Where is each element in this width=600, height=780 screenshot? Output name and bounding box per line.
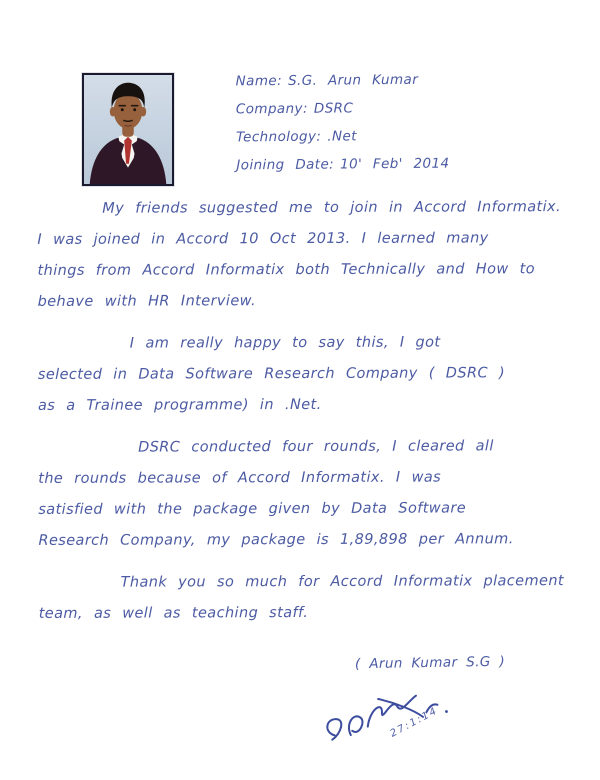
letter-line: Research Company, my package is 1,89,898 per Annum. [38,531,514,549]
field-name-label: Name: [235,72,283,90]
letter-line: DSRC conducted four rounds, I cleared all [138,438,494,456]
header-fields [236,65,557,180]
letter-line: I am really happy to say this, I got [129,334,441,352]
letter-line: My friends suggested me to join in Accord Informatix. [102,199,562,217]
letter-body [37,192,569,630]
signature-block [300,653,560,740]
letter-line: the rounds because of Accord Informatix. I was [38,469,442,487]
field-company-label: Company: [235,100,308,118]
field-name-value: S.G. Arun Kumar [287,71,419,89]
letter-line: Thank you so much for Accord Informatix placement [120,573,565,591]
letter-line: I was joined in Accord 10 Oct 2013. I learned many [37,230,489,248]
signature-date: 27:1:14 [388,705,441,740]
field-joining-date-label: Joining Date: [236,156,335,174]
field-joining-date [236,149,556,180]
letter-line: behave with HR Interview. [37,293,257,310]
signature-scribble [314,667,472,757]
field-name [236,65,556,96]
letter-paragraph [38,327,568,422]
signatory-name: ( Arun Kumar S.G ) [354,653,506,673]
letter-paragraph [39,566,569,630]
field-company-value: DSRC [313,100,354,117]
field-technology-value: .Net [327,128,357,145]
applicant-portrait-graphic [84,75,172,184]
letter-paragraph [37,192,567,318]
letter-line: satisfied with the package given by Data Software [38,500,467,518]
letter-line: selected in Data Software Research Company ( DSRC ) [37,365,506,383]
letter-line: as a Trainee programme) in .Net. [37,396,322,414]
field-technology-label: Technology: [236,128,322,146]
applicant-photo [82,73,174,186]
field-company [236,93,556,124]
field-technology [236,121,556,152]
letter-line: things from Accord Informatix both Technically and How to [37,261,536,279]
field-joining-date-value: 10' Feb' 2014 [340,155,450,173]
letter-paragraph [38,431,568,557]
letter-line: team, as well as teaching staff. [38,604,309,622]
